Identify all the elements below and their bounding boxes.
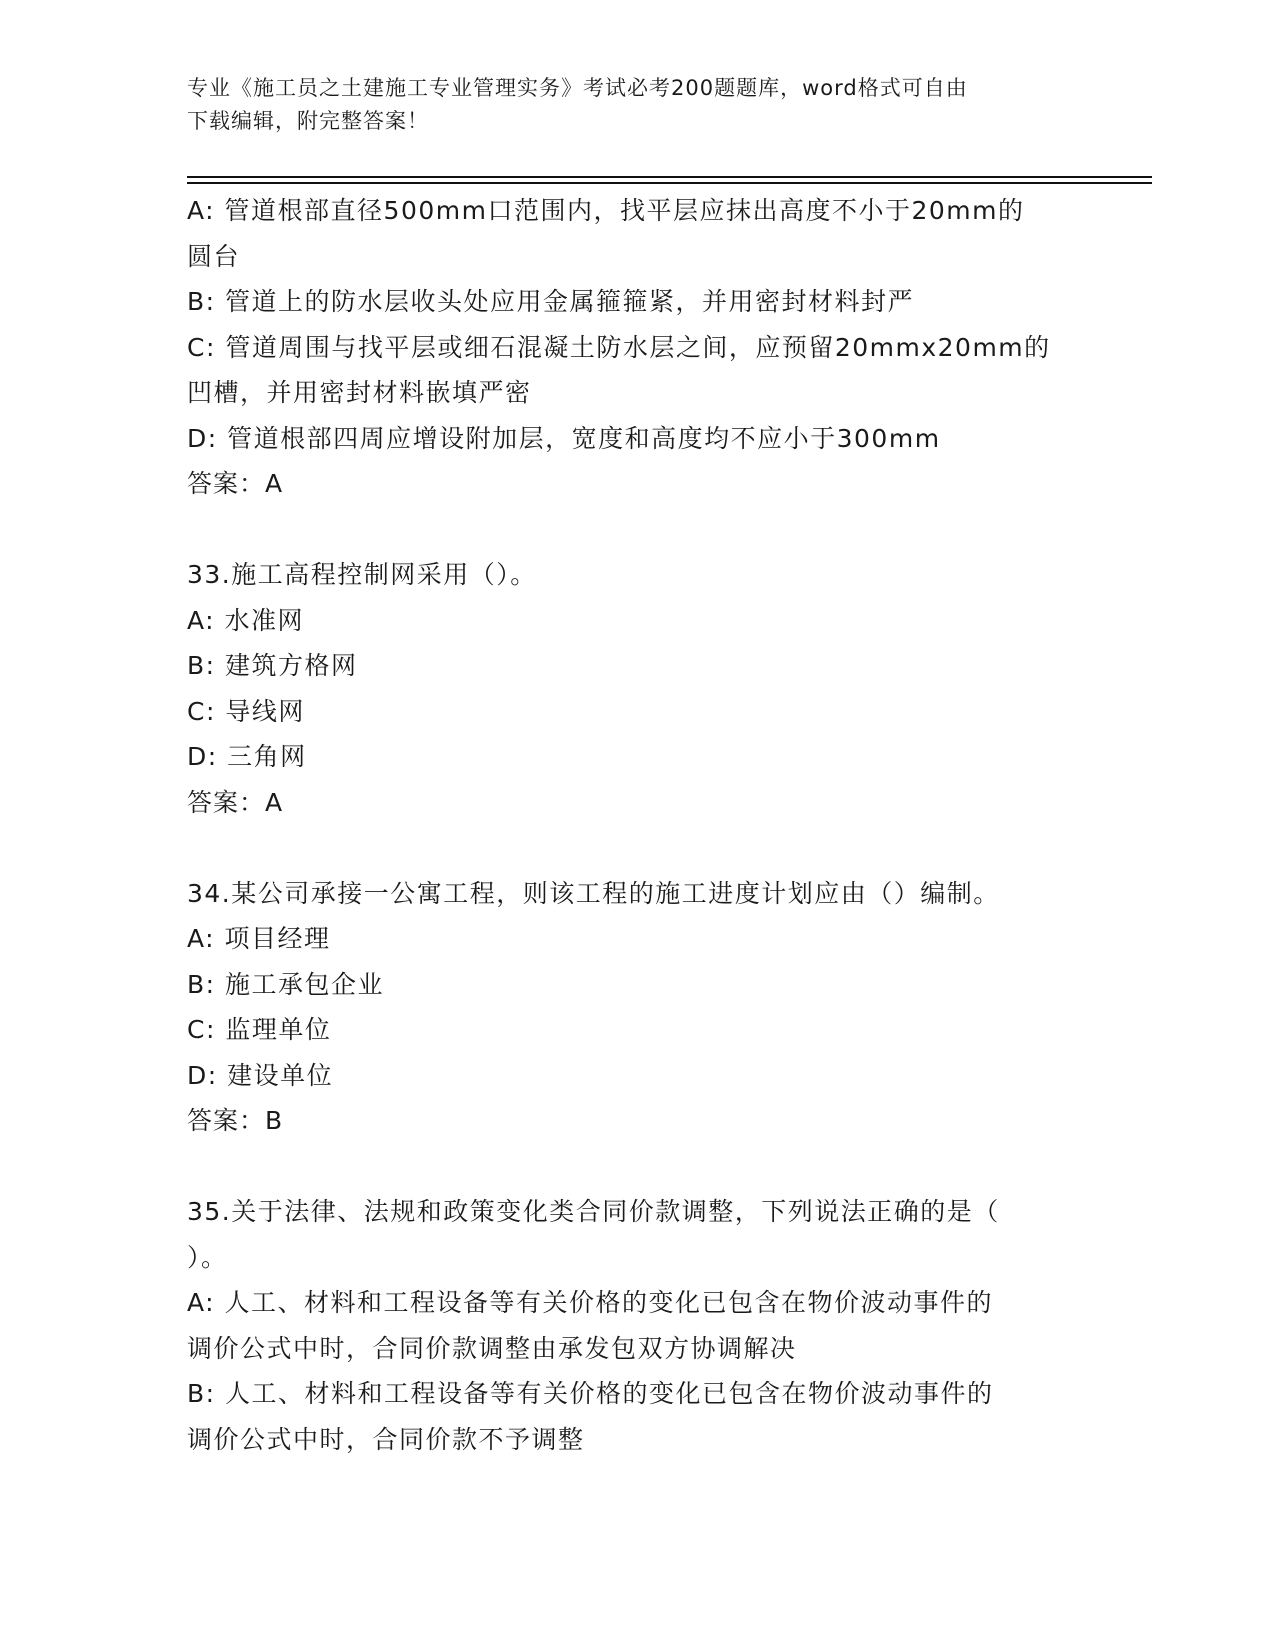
q35-option-b-line-2: 调价公式中时，合同价款不予调整: [187, 1424, 585, 1454]
question-32: [187, 188, 1077, 507]
q35-option-a-line-2: 调价公式中时，合同价款调整由承发包双方协调解决: [187, 1333, 797, 1363]
document-header: [187, 72, 1067, 138]
header-rule-top: [187, 176, 1152, 178]
q32-option-a-line-1: A: 管道根部直径500mm口范围内，找平层应抹出高度不小于20mm的: [187, 196, 1025, 225]
question-35: [187, 1189, 1077, 1462]
q35-question-line-1: 35.关于法律、法规和政策变化类合同价款调整，下列说法正确的是（: [187, 1197, 1000, 1226]
q33-option-b: B: 建筑方格网: [187, 651, 358, 680]
q32-option-b: B: 管道上的防水层收头处应用金属箍箍紧，并用密封材料封严: [187, 287, 915, 316]
spacer: [187, 1144, 1077, 1190]
q34-option-c: C: 监理单位: [187, 1015, 332, 1044]
spacer: [187, 825, 1077, 871]
q34-option-d: D: 建设单位: [187, 1060, 334, 1090]
q34-option-a: A: 项目经理: [187, 924, 331, 953]
spacer: [187, 507, 1077, 553]
q33-answer: 答案：A: [187, 787, 284, 817]
q35-option-a-line-1: A: 人工、材料和工程设备等有关价格的变化已包含在物价波动事件的: [187, 1288, 994, 1317]
question-list: [187, 188, 1077, 1462]
q32-option-d: D: 管道根部四周应增设附加层，宽度和高度均不应小于300mm: [187, 423, 941, 453]
q33-option-c: C: 导线网: [187, 696, 305, 726]
question-34: [187, 871, 1077, 1144]
q33-question: 33.施工高程控制网采用（）。: [187, 560, 537, 589]
header-title-line-1: 专业《施工员之土建施工专业管理实务》考试必考200题题库，word格式可自由: [187, 76, 968, 100]
q34-option-b: B: 施工承包企业: [187, 969, 385, 999]
q35-option-b-line-1: B: 人工、材料和工程设备等有关价格的变化已包含在物价波动事件的: [187, 1379, 994, 1408]
q32-answer: 答案：A: [187, 469, 284, 498]
question-33: [187, 552, 1077, 825]
q32-option-a-line-2: 圆台: [187, 241, 241, 271]
q33-option-a: A: 水准网: [187, 605, 305, 635]
q32-option-c-line-1: C: 管道周围与找平层或细石混凝土防水层之间，应预留20mmx20mm的: [187, 332, 1051, 362]
header-rule-bottom: [187, 182, 1152, 184]
q34-question: 34.某公司承接一公寓工程，则该工程的施工进度计划应由（）编制。: [187, 878, 1000, 908]
q34-answer: 答案：B: [187, 1106, 284, 1135]
header-title-line-2: 下载编辑，附完整答案！: [187, 109, 429, 133]
q32-option-c-line-2: 凹槽，并用密封材料嵌填严密: [187, 378, 532, 407]
q33-option-d: D: 三角网: [187, 742, 307, 771]
q35-question-line-2: ）。: [187, 1242, 228, 1272]
